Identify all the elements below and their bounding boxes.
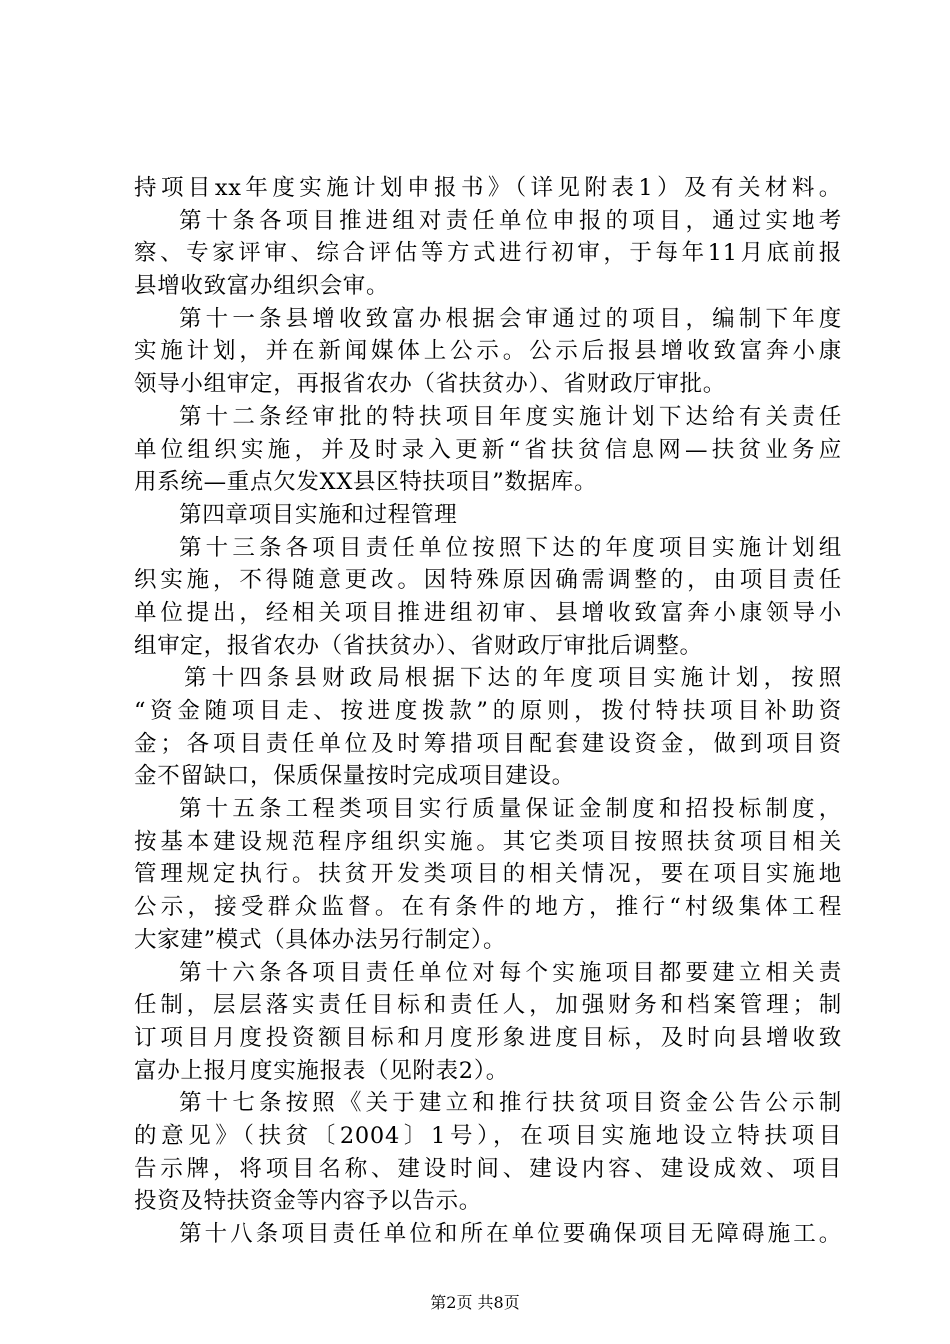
text-line: 金；各项目责任单位及时筹措项目配套建设资金，做到项目资 (134, 730, 842, 757)
text-line: 第十七条按照《关于建立和推行扶贫项目资金公告公示制 (179, 1090, 842, 1117)
text-line: 持项目xx年度实施计划申报书》（详见附表1）及有关材料。 (134, 175, 842, 201)
text-line: 金不留缺口，保质保量按时完成项目建设。 (134, 763, 575, 790)
text-line: 第十条各项目推进组对责任单位申报的项目，通过实地考 (179, 207, 842, 234)
text-line: 第十六条各项目责任单位对每个实施项目都要建立相关责 (179, 959, 842, 986)
text-line: 订项目月度投资额目标和月度形象进度目标，及时向县增收致 (134, 1024, 842, 1051)
body-text (134, 172, 842, 1251)
text-line: 第十五条工程类项目实行质量保证金制度和招投标制度， (179, 796, 842, 823)
text-line: “资金随项目走、按进度拨款”的原则，拨付特扶项目补助资 (134, 698, 842, 724)
page-footer: 第2页 共8页 (430, 1293, 520, 1312)
text-line: 织实施，不得随意更改。因特殊原因确需调整的，由项目责任 (134, 567, 842, 594)
text-line: 组审定，报省农办（省扶贫办）、省财政厅审批后调整。 (134, 632, 703, 659)
text-line: 第十一条县增收致富办根据会审通过的项目，编制下年度 (179, 305, 842, 332)
text-line: 领导小组审定，再报省农办（省扶贫办）、省财政厅审批。 (134, 371, 726, 398)
text-line: 的意见》（扶贫〔2004〕1号），在项目实施地设立特扶项目 (134, 1122, 842, 1149)
text-line: 大家建”模式（具体办法另行制定）。 (134, 926, 507, 953)
text-line: 告示牌，将项目名称、建设时间、建设内容、建设成效、项目 (134, 1155, 842, 1182)
text-line: 管理规定执行。扶贫开发类项目的相关情况，要在项目实施地 (134, 861, 842, 888)
text-line: 任制，层层落实责任目标和责任人，加强财务和档案管理；制 (134, 992, 842, 1019)
text-line: 察、专家评审、综合评估等方式进行初审，于每年11月底前报 (134, 240, 842, 267)
text-line: 实施计划，并在新闻媒体上公示。公示后报县增收致富奔小康 (134, 338, 842, 365)
text-line: 投资及特扶资金等内容予以告示。 (134, 1188, 483, 1215)
text-line: 第十八条项目责任单位和所在单位要确保项目无障碍施工。 (179, 1221, 842, 1247)
text-line: 县增收致富办组织会审。 (134, 273, 390, 300)
text-line: 富办上报月度实施报表（见附表2）。 (134, 1057, 509, 1084)
text-line: 单位组织实施，并及时录入更新“省扶贫信息网—扶贫业务应 (134, 436, 842, 463)
text-line: 用系统—重点欠发XX县区特扶项目”数据库。 (134, 469, 598, 496)
text-line: 单位提出，经相关项目推进组初审、县增收致富奔小康领导小 (134, 599, 842, 626)
text-line: 按基本建设规范程序组织实施。其它类项目按照扶贫项目相关 (134, 828, 842, 855)
text-line: 公示，接受群众监督。在有条件的地方，推行“村级集体工程 (134, 894, 842, 921)
text-line: 第十三条各项目责任单位按照下达的年度项目实施计划组 (179, 534, 842, 561)
chapter-heading: 第四章项目实施和过程管理 (179, 501, 458, 528)
text-line: 第十二条经审批的特扶项目年度实施计划下达给有关责任 (179, 403, 842, 430)
text-line: 第十四条县财政局根据下达的年度项目实施计划，按照 (184, 665, 842, 692)
